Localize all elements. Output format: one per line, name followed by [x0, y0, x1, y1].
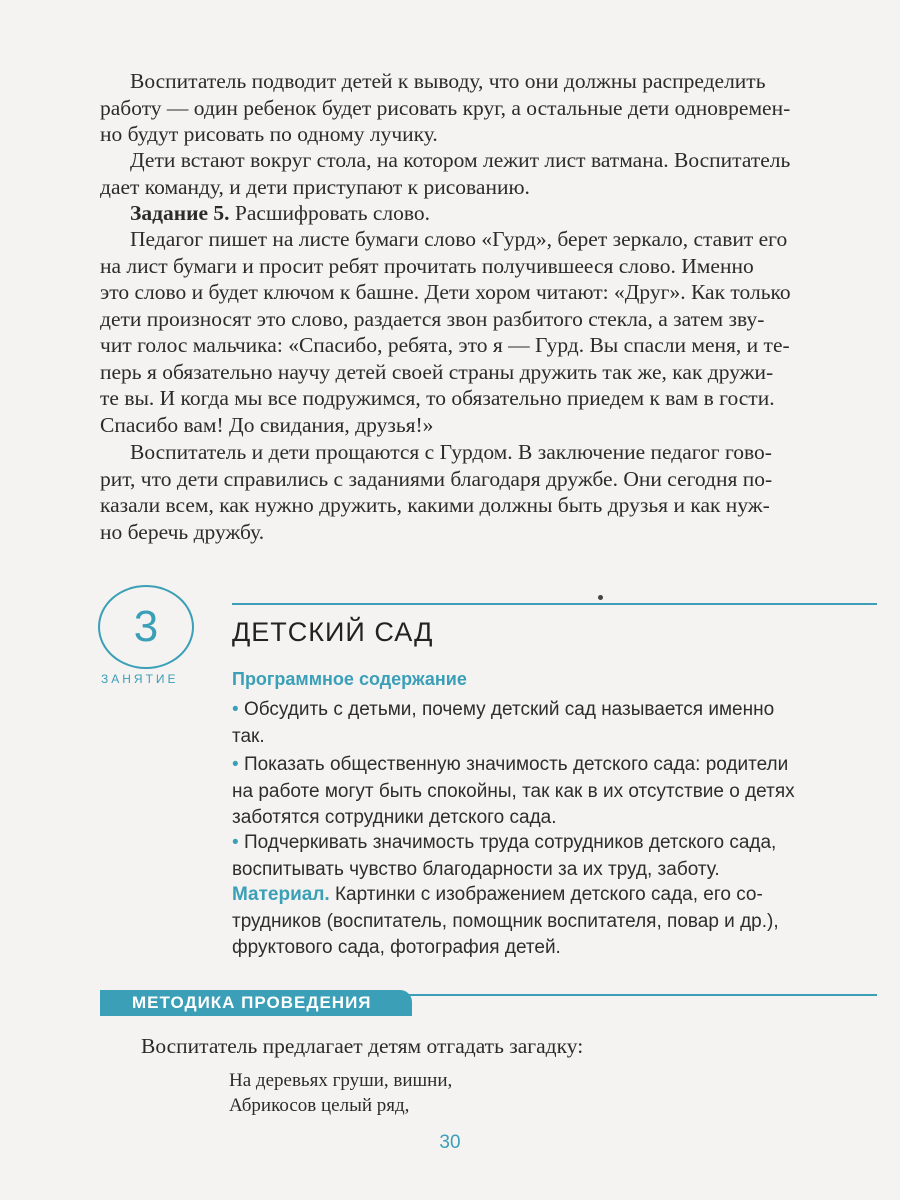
- riddle-poem: [229, 1068, 452, 1118]
- goals-list: [232, 697, 872, 750]
- paragraph-4: [100, 439, 875, 545]
- text-line: это слово и будет ключом к башне. Дети хором читают: «Друг». Как только: [100, 280, 791, 304]
- lesson-label: ЗАНЯТИЕ: [101, 672, 179, 686]
- bullet-icon: •: [232, 832, 239, 853]
- bullet-icon: •: [232, 699, 239, 720]
- paragraph-1: [100, 68, 875, 148]
- lesson-number-badge: 3: [98, 585, 194, 669]
- decorative-dot: [598, 595, 603, 600]
- text-line: дает команду, и дети приступают к рисованию.: [100, 174, 530, 199]
- text-line: Дети встают вокруг стола, на котором лежит лист ватмана. Воспитатель: [130, 148, 791, 172]
- text-line: Воспитатель и дети прощаются с Гурдом. В заключение педагог гово-: [130, 440, 772, 464]
- text-line: Спасибо вам! До свидания, друзья!»: [100, 412, 434, 437]
- method-heading: МЕТОДИКА ПРОВЕДЕНИЯ: [100, 990, 412, 1016]
- text-line: рит, что дети справились с заданиями благодаря дружбе. Они сегодня по-: [100, 466, 773, 491]
- text-line: Педагог пишет на листе бумаги слово «Гурд», берет зеркало, ставит его: [130, 227, 788, 251]
- poem-line: На деревьях груши, вишни,: [229, 1070, 453, 1091]
- text-line: работу — один ребенок будет рисовать круг, а остальные дети одновремен-: [100, 95, 791, 120]
- list-item: • Обсудить с детьми, почему детский сад называется именно так.: [232, 699, 775, 747]
- lesson-title: ДЕТСКИЙ САД: [232, 617, 434, 647]
- method-intro: Воспитатель предлагает детям отгадать загадку:: [141, 1034, 584, 1058]
- text-line: но беречь дружбу.: [100, 519, 265, 544]
- title-divider: [232, 603, 877, 605]
- text-line: но будут рисовать по одному лучику.: [100, 122, 438, 146]
- page-number: 30: [439, 1132, 461, 1153]
- goals-list: [232, 752, 872, 832]
- text-line: казали всем, как нужно дружить, какими должны быть друзья и как нуж-: [100, 493, 770, 517]
- text-line: Воспитатель подводит детей к выводу, что они должны распределить: [130, 69, 766, 93]
- goals-list: [232, 830, 872, 883]
- material-block: Материал. Картинки с изображением детского сада, его со- трудников (воспитатель, помощник воспитателя, повар и др.), фруктового сада, фотография детей.: [232, 884, 779, 958]
- paragraph-3: [100, 226, 875, 438]
- material-label: Материал.: [232, 884, 330, 905]
- text-line: чит голос мальчика: «Спасибо, ребята, это я — Гурд. Вы спасли меня, и те-: [100, 333, 790, 357]
- text-line: дети произносят это слово, раздается звон разбитого стекла, а затем зву-: [100, 306, 765, 331]
- list-item: • Показать общественную значимость детского сада: родители на работе могут быть спокойны, так как в их отсутствие о детях заботятся сотрудники детского сада.: [232, 754, 795, 828]
- text-line: те вы. И когда мы все подружимся, то обязательно приедем к вам в гости.: [100, 386, 775, 410]
- text-line: перь я обязательно научу детей своей страны дружить так же, как дружи-: [100, 359, 774, 384]
- task-label: Задание 5.: [130, 201, 230, 225]
- task-heading: [100, 200, 875, 227]
- text-line: на лист бумаги и просит ребят прочитать получившееся слово. Именно: [100, 253, 754, 278]
- task-text: Расшифровать слово.: [229, 201, 431, 225]
- section-heading: Программное содержание: [232, 669, 467, 689]
- bullet-icon: •: [232, 754, 239, 775]
- poem-line: Абрикосов целый ряд,: [229, 1095, 410, 1116]
- paragraph-2: [100, 147, 875, 200]
- list-item: • Подчеркивать значимость труда сотрудников детского сада, воспитывать чувство благодарности за их труд, заботу.: [232, 832, 777, 880]
